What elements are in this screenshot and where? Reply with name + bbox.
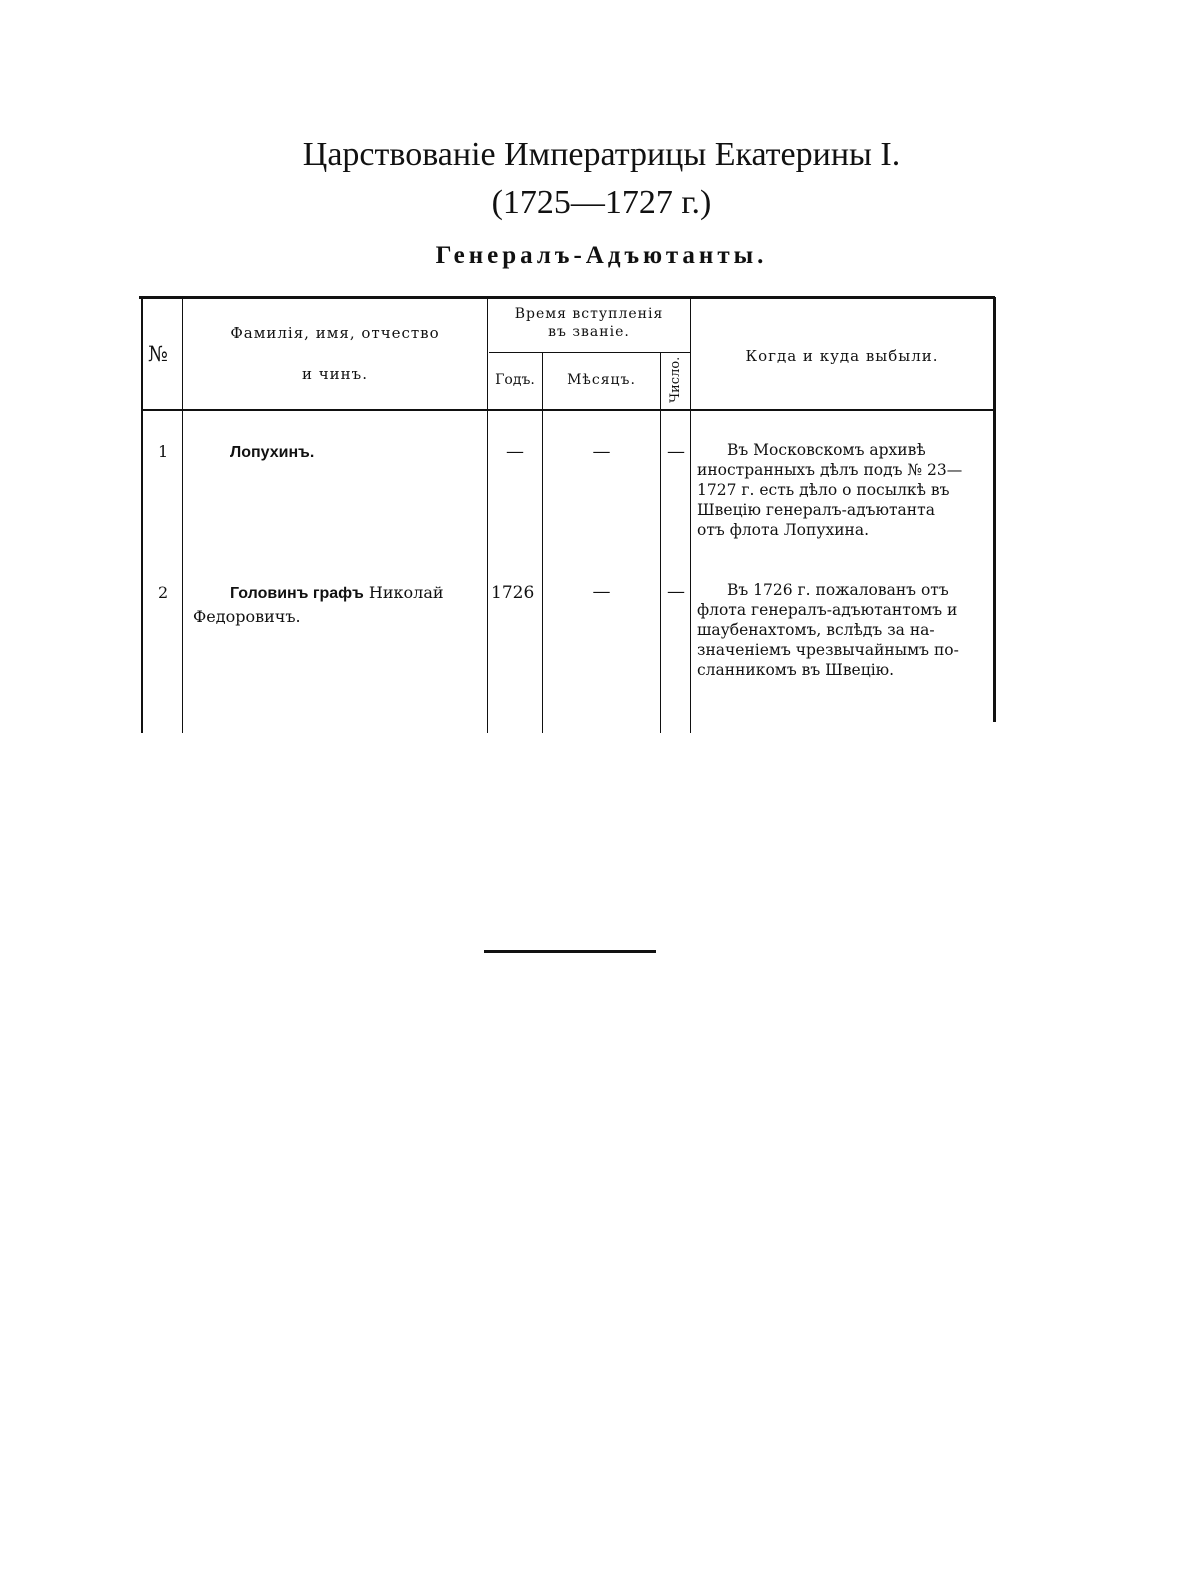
row-month: — [592, 441, 611, 462]
header-exit: Когда и куда выбыли. [745, 347, 939, 365]
header-name-line2: и чинъ. [302, 365, 368, 383]
row-exit-note [697, 440, 989, 540]
note-line: Въ Московскомъ архивѣ [727, 441, 926, 459]
row-name-line2: Федоровичъ. [193, 607, 301, 626]
note-line: отъ флота Лопухина. [697, 521, 870, 539]
header-name-line1: Фамилія, имя, отчество [230, 324, 440, 342]
header-entry-line2: въ званіе. [548, 324, 630, 340]
header-entry-line1: Время вступленія [514, 306, 664, 322]
row-name [230, 583, 444, 603]
note-line: иностранныхъ дѣлъ подъ № 23— [697, 461, 963, 479]
table-left-border [141, 297, 143, 733]
column-rule-year [542, 352, 543, 733]
note-line: значеніемъ чрезвычайнымъ по- [697, 641, 959, 659]
row-exit-note [697, 580, 989, 680]
row-name-bold: Головинъ графъ [230, 585, 364, 602]
end-rule [484, 950, 656, 953]
note-line: флота генералъ-адъютантомъ и [697, 601, 958, 619]
section-heading: Генералъ-Адъютанты. [435, 242, 768, 269]
column-rule-name [487, 297, 488, 733]
header-month: Мѣсяцъ. [567, 372, 636, 388]
note-line: 1727 г. есть дѣло о посылкѣ въ [697, 481, 950, 499]
row-month: — [592, 581, 611, 602]
row-day: — [667, 441, 685, 462]
row-name: Лопухинъ. [230, 444, 315, 461]
row-number: 1 [158, 442, 169, 461]
column-rule-month [660, 352, 661, 733]
column-rule-number [182, 297, 183, 733]
table-right-border [993, 297, 996, 722]
note-line: Швецію генералъ-адъютанта [697, 501, 935, 519]
row-number: 2 [158, 583, 169, 602]
note-line: Въ 1726 г. пожалованъ отъ [727, 581, 949, 599]
reign-years: (1725—1727 г.) [491, 184, 712, 221]
note-line: сланникомъ въ Швецію. [697, 661, 895, 679]
header-bottom-rule [143, 409, 993, 411]
row-name-given: Николай [368, 583, 444, 602]
header-year: Годъ. [495, 372, 535, 388]
note-line: шаубенахтомъ, вслѣдъ за на- [697, 621, 935, 639]
row-day: — [667, 581, 685, 602]
header-number: № [148, 342, 168, 366]
table-top-rule [139, 296, 995, 299]
page-title: Царствованіе Императрицы Екатерины I. [302, 136, 901, 173]
row-year: 1726 [491, 583, 535, 603]
row-year: — [506, 441, 524, 462]
header-day: Число. [668, 356, 684, 403]
